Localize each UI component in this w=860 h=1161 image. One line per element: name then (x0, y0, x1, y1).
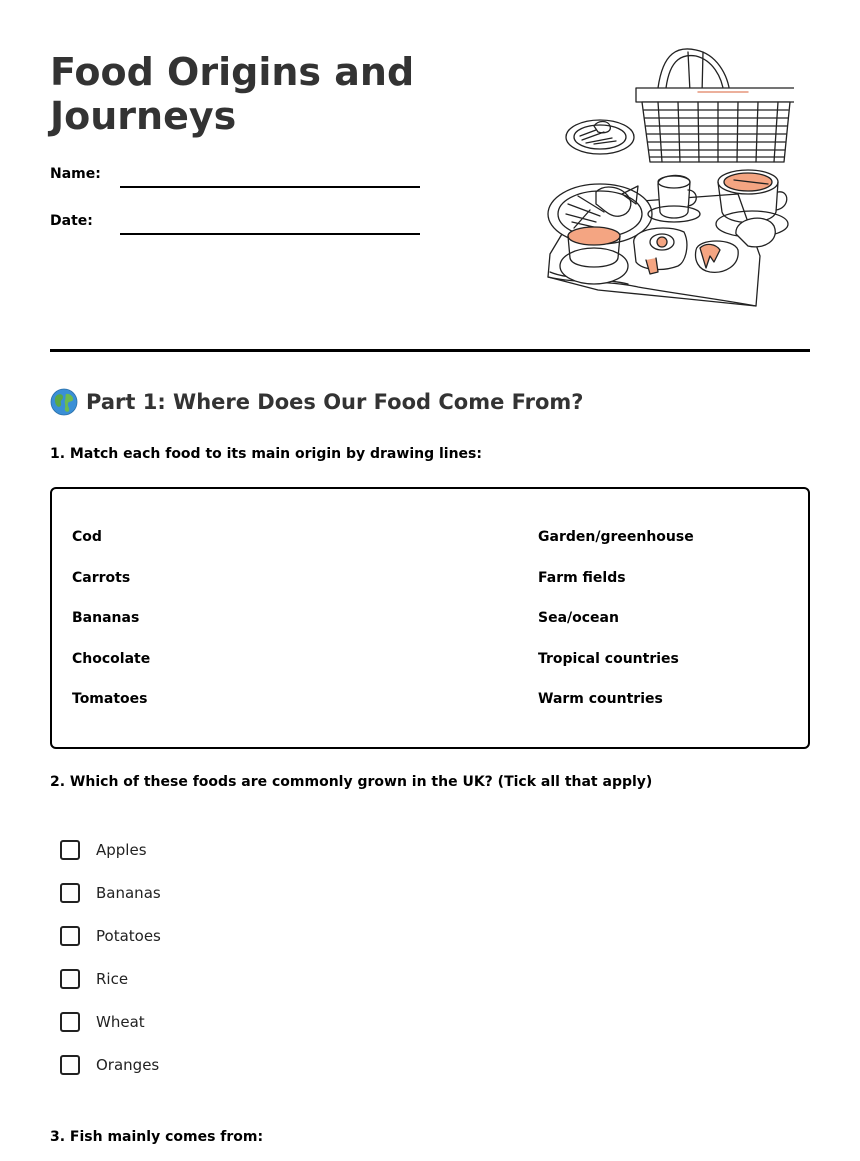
globe-icon (50, 388, 78, 416)
option-oranges[interactable] (60, 1053, 159, 1077)
question-3-prompt: 3. Fish mainly comes from: (50, 1129, 264, 1145)
date-label: Date: (50, 213, 93, 229)
title-line-1: Food Origins and (50, 50, 415, 94)
option-wheat[interactable] (60, 1010, 145, 1034)
matching-box (50, 487, 810, 749)
date-field[interactable] (50, 213, 420, 243)
title-line-2: Journeys (50, 94, 237, 138)
match-origin-garden[interactable]: Garden/greenhouse (538, 529, 694, 545)
checkbox[interactable] (60, 926, 80, 946)
option-bananas[interactable] (60, 881, 161, 905)
option-label: Potatoes (96, 927, 161, 945)
question-1-prompt: 1. Match each food to its main origin by drawing lines: (50, 446, 482, 462)
name-field[interactable] (50, 166, 420, 196)
date-line[interactable] (120, 233, 420, 235)
name-label: Name: (50, 166, 101, 182)
option-label: Oranges (96, 1056, 160, 1074)
option-rice[interactable] (60, 967, 128, 991)
checkbox[interactable] (60, 1012, 80, 1032)
option-label: Wheat (96, 1013, 145, 1031)
question-2-prompt: 2. Which of these foods are commonly grown in the UK? (Tick all that apply) (50, 774, 653, 790)
option-apples[interactable] (60, 838, 147, 862)
checkbox[interactable] (60, 1055, 80, 1075)
option-label: Bananas (96, 884, 161, 902)
match-origin-warm[interactable]: Warm countries (538, 691, 663, 707)
part1-heading-text: Part 1: Where Does Our Food Come From? (86, 390, 584, 414)
option-label: Rice (96, 970, 129, 988)
match-food-cod[interactable]: Cod (72, 529, 102, 545)
option-potatoes[interactable] (60, 924, 161, 948)
match-origin-sea[interactable]: Sea/ocean (538, 610, 619, 626)
match-food-carrots[interactable]: Carrots (72, 570, 131, 586)
checkbox[interactable] (60, 840, 80, 860)
match-origin-farm[interactable]: Farm fields (538, 570, 626, 586)
match-origin-tropical[interactable]: Tropical countries (538, 651, 679, 667)
match-food-chocolate[interactable]: Chocolate (72, 651, 151, 667)
section-divider (50, 349, 810, 352)
name-line[interactable] (120, 186, 420, 188)
checkbox[interactable] (60, 883, 80, 903)
checkbox[interactable] (60, 969, 80, 989)
part1-heading (50, 388, 584, 416)
worksheet-title (50, 50, 470, 138)
match-food-tomatoes[interactable]: Tomatoes (72, 691, 148, 707)
picnic-food-illustration (538, 44, 794, 312)
option-label: Apples (96, 841, 147, 859)
match-food-bananas[interactable]: Bananas (72, 610, 140, 626)
